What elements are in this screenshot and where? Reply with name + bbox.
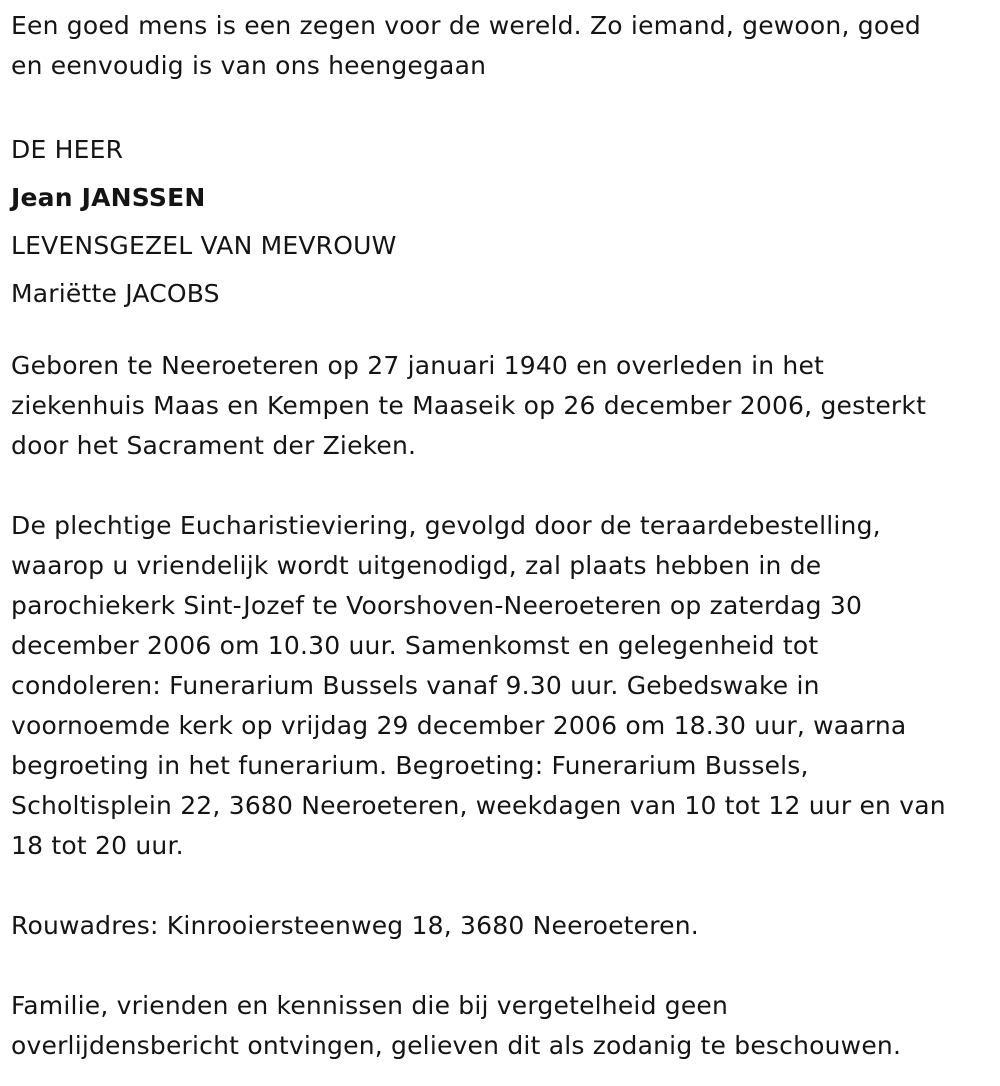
paragraph-spacer [11, 866, 986, 906]
closing-paragraph [11, 986, 986, 1066]
birth-death-line: ziekenhuis Maas en Kempen te Maaseik op 26 december 2006, gesterkt [11, 391, 927, 420]
ceremony-line: waarop u vriendelijk wordt uitgenodigd, zal plaats hebben in de [11, 551, 822, 580]
ceremony-line: parochiekerk Sint-Jozef te Voorshoven-Neeroeteren op zaterdag 30 [11, 591, 863, 620]
ceremony-line: De plechtige Eucharistieviering, gevolgd door de teraardebestelling, [11, 511, 881, 540]
paragraph-spacer [11, 86, 986, 126]
relation-label: LEVENSGEZEL VAN MEVROUW [11, 231, 397, 260]
partner-name: Mariëtte JACOBS [11, 279, 220, 308]
mourning-address: Rouwadres: Kinrooiersteenweg 18, 3680 Neeroeteren. [11, 911, 699, 940]
intro-line: en eenvoudig is van ons heengegaan [11, 51, 487, 80]
birth-death-line: door het Sacrament der Zieken. [11, 431, 417, 460]
ceremony-line: begroeting in het funerarium. Begroeting: Funerarium Bussels, [11, 751, 809, 780]
ceremony-paragraph [11, 506, 986, 866]
ceremony-line: Scholtisplein 22, 3680 Neeroeteren, weekdagen van 10 tot 12 uur en van [11, 791, 946, 820]
ceremony-line: voornoemde kerk op vrijdag 29 december 2006 om 18.30 uur, waarna [11, 711, 907, 740]
paragraph-spacer [11, 466, 986, 506]
ceremony-line: 18 tot 20 uur. [11, 831, 184, 860]
birth-death-paragraph [11, 346, 986, 466]
deceased-heading [11, 126, 986, 318]
intro-line: Een goed mens is een zegen voor de wereld. Zo iemand, gewoon, goed [11, 11, 921, 40]
closing-line: Familie, vrienden en kennissen die bij vergetelheid geen [11, 991, 729, 1020]
ceremony-line: december 2006 om 10.30 uur. Samenkomst en gelegenheid tot [11, 631, 819, 660]
ceremony-line: condoleren: Funerarium Bussels vanaf 9.30 uur. Gebedswake in [11, 671, 820, 700]
honorific-title: DE HEER [11, 135, 124, 164]
paragraph-spacer [11, 946, 986, 986]
paragraph-spacer [11, 318, 986, 346]
closing-line: overlijdensbericht ontvingen, gelieven dit als zodanig te beschouwen. [11, 1031, 902, 1060]
birth-death-line: Geboren te Neeroeteren op 27 januari 1940 en overleden in het [11, 351, 825, 380]
deceased-name: Jean JANSSEN [11, 183, 206, 212]
address-paragraph [11, 906, 986, 946]
obituary-notice [11, 6, 986, 1066]
intro-paragraph [11, 6, 986, 86]
